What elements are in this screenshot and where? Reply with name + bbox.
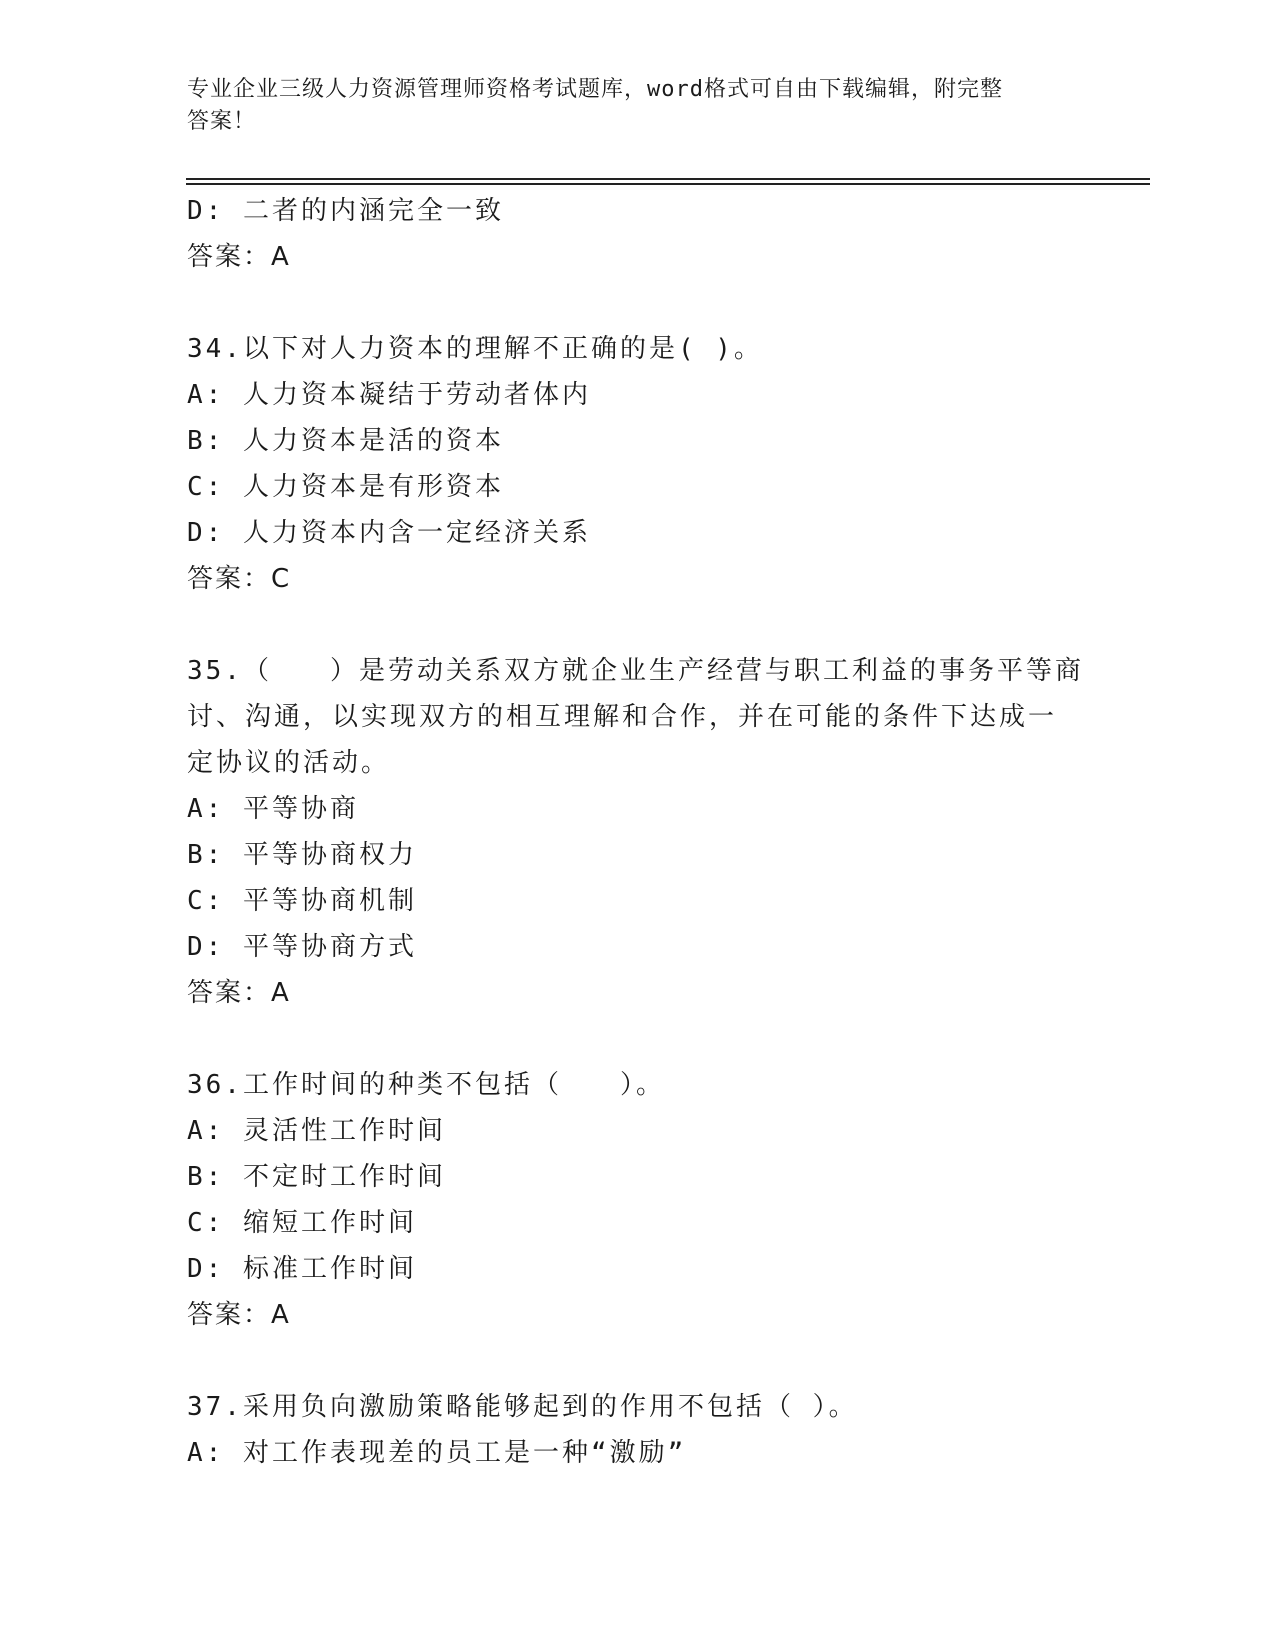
spacer: [187, 1016, 1087, 1062]
q35-answer: 答案：A: [187, 978, 291, 1008]
question-34: [187, 326, 1087, 602]
spacer: [187, 1338, 1087, 1384]
header-divider-top: [186, 178, 1150, 180]
question-37: [187, 1384, 1087, 1476]
question-36: [187, 1062, 1087, 1338]
q34-stem: 34.以下对人力资本的理解不正确的是( )。: [187, 334, 763, 364]
q36-answer: 答案：A: [187, 1300, 291, 1330]
question-list: [187, 188, 1087, 1476]
question-35: [187, 648, 1087, 1016]
q36-option-a: A: 灵活性工作时间: [187, 1116, 446, 1146]
q34-option-d: D: 人力资本内含一定经济关系: [187, 518, 591, 548]
q35-stem-line-1: 35.（ ）是劳动关系双方就企业生产经营与职工利益的事务平等商: [187, 656, 1084, 686]
question-33-tail: [187, 188, 1087, 280]
q36-option-c: C: 缩短工作时间: [187, 1208, 417, 1238]
q36-option-b: B: 不定时工作时间: [187, 1162, 446, 1192]
header-line-1: 专业企业三级人力资源管理师资格考试题库，word格式可自由下载编辑，附完整: [187, 77, 1003, 102]
header-line-2: 答案！: [187, 109, 257, 134]
q37-option-a: A: 对工作表现差的员工是一种“激励”: [187, 1438, 687, 1468]
header-divider-bottom: [186, 183, 1150, 185]
q33-answer: 答案：A: [187, 242, 291, 272]
q33-option-d: D: 二者的内涵完全一致: [187, 196, 504, 226]
spacer: [187, 280, 1087, 326]
q35-option-a: A: 平等协商: [187, 794, 359, 824]
document-header: [187, 74, 1087, 138]
q35-option-d: D: 平等协商方式: [187, 932, 417, 962]
q34-answer: 答案：C: [187, 564, 292, 594]
q35-option-b: B: 平等协商权力: [187, 840, 417, 870]
q34-option-a: A: 人力资本凝结于劳动者体内: [187, 380, 591, 410]
q36-stem: 36.工作时间的种类不包括（ ）。: [187, 1070, 665, 1100]
q35-stem-line-3: 定协议的活动。: [187, 748, 391, 778]
q35-option-c: C: 平等协商机制: [187, 886, 417, 916]
q35-stem-line-2: 讨、沟通，以实现双方的相互理解和合作，并在可能的条件下达成一: [187, 702, 1058, 732]
spacer: [187, 602, 1087, 648]
q37-stem: 37.采用负向激励策略能够起到的作用不包括（ ）。: [187, 1392, 858, 1422]
q36-option-d: D: 标准工作时间: [187, 1254, 417, 1284]
q34-option-c: C: 人力资本是有形资本: [187, 472, 504, 502]
q34-option-b: B: 人力资本是活的资本: [187, 426, 504, 456]
